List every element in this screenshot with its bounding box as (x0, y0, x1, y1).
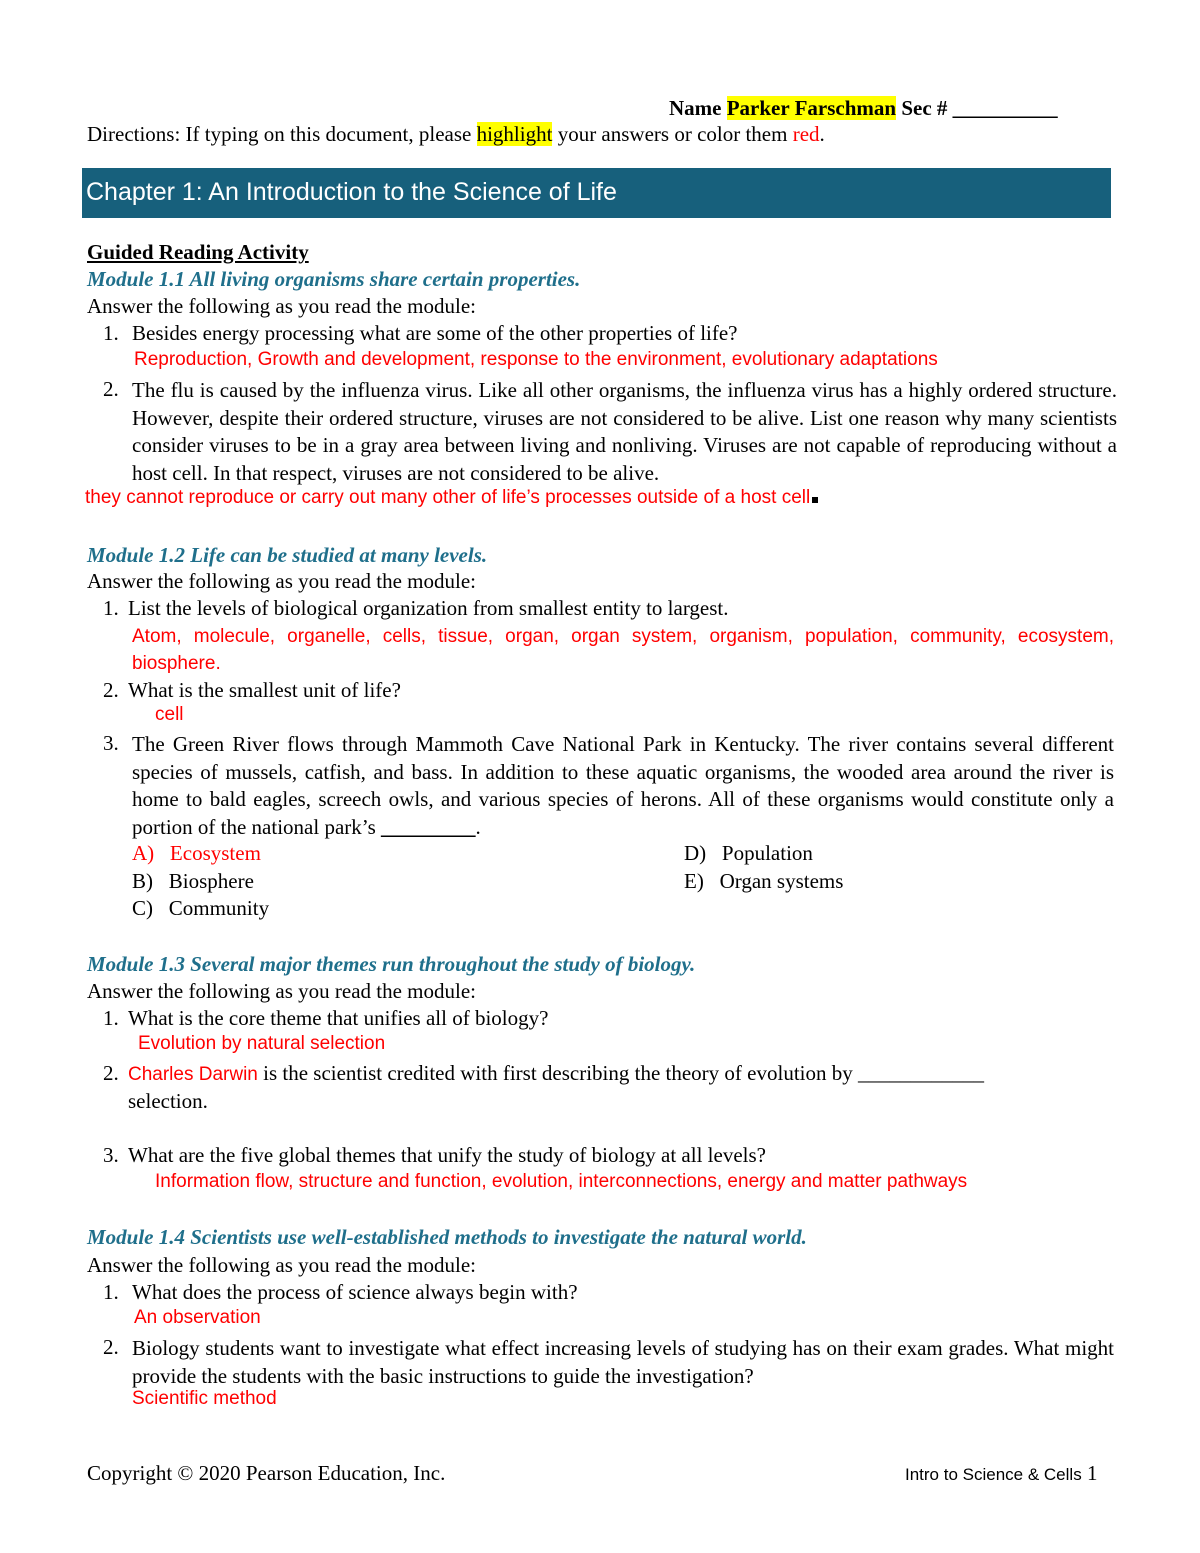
answer-prompt: Answer the following as you read the module: (87, 1253, 476, 1277)
directions-text: Directions: If typing on this document, please (87, 122, 477, 146)
directions-red-word: red (792, 122, 820, 146)
m2-q3 (132, 731, 1114, 841)
m3-q3: What are the five global themes that unify the study of biology at all levels? (128, 1143, 766, 1167)
footer-right (905, 1461, 1097, 1486)
m3-q2 (128, 1061, 984, 1086)
m1-q1-number: 1. (103, 321, 119, 345)
section-label: Sec # __________ (901, 96, 1058, 120)
m1-a1: Reproduction, Growth and development, response to the environment, evolutionary adaptations (134, 349, 938, 370)
directions-highlight-word: highlight (476, 122, 553, 146)
m4-q1: What does the process of science always begin with? (132, 1280, 578, 1304)
module-1-2-title: Module 1.2 Life can be studied at many levels. (87, 543, 488, 567)
name-label: Name (669, 96, 722, 120)
answer-prompt: Answer the following as you read the module: (87, 569, 476, 593)
choice-b: B) Biosphere (132, 869, 254, 893)
m1-a2-text: they cannot reproduce or carry out many other of life’s processes outside of a host cell (85, 487, 811, 508)
module-1-1-title: Module 1.1 All living organisms share certain properties. (87, 267, 581, 291)
chapter-title: Chapter 1: An Introduction to the Science of Life (86, 178, 617, 206)
name-line (669, 96, 1058, 121)
module-1-4-title: Module 1.4 Scientists use well-established methods to investigate the natural world. (87, 1225, 807, 1249)
answer-prompt: Answer the following as you read the module: (87, 979, 476, 1003)
answer-prompt: Answer the following as you read the module: (87, 294, 476, 318)
m2-q3-text: The Green River flows through Mammoth Cave National Park in Kentucky. The river contains several different species of mussels, catfish, and bass. In addition to these aquatic organisms, the wooded area around the river is home to bald eagles, screech owls, and various species of herons. All of these organisms would constitute only a portion of the national park’s (132, 732, 1114, 839)
m3-q3-number: 3. (103, 1143, 119, 1167)
m2-q3-blank: _________ (381, 814, 476, 839)
m2-a1: Atom, molecule, organelle, cells, tissue, organ, organ system, organism, population, community, ecosystem, biosphere. (132, 626, 1114, 674)
m1-q2-number: 2. (103, 377, 119, 401)
chapter-title-banner (82, 168, 1111, 218)
m2-q1-number: 1. (103, 596, 119, 620)
m3-q2-darwin: Charles Darwin (128, 1064, 258, 1085)
choice-a: A) Ecosystem (132, 841, 261, 865)
m4-q1-number: 1. (103, 1280, 119, 1304)
m4-q2: Biology students want to investigate what effect increasing levels of studying has on their exam grades. What might provide the students with the basic instructions to guide the investigation? (132, 1336, 1114, 1388)
choice-e: E) Organ systems (684, 869, 844, 893)
m3-q2-line2: selection. (128, 1089, 208, 1113)
m1-q1: Besides energy processing what are some of the other properties of life? (132, 321, 738, 345)
m4-q2-number: 2. (103, 1335, 119, 1359)
student-name: Parker Farschman (726, 96, 897, 120)
directions-text-2: your answers or color them (552, 122, 793, 146)
m3-q1: What is the core theme that unifies all of biology? (128, 1006, 549, 1030)
page-number: 1 (1086, 1461, 1098, 1485)
guided-reading-title: Guided Reading Activity (87, 240, 309, 264)
m4-a1: An observation (134, 1307, 261, 1328)
m1-q2: The flu is caused by the influenza virus. Like all other organisms, the influenza virus has a highly ordered structure. However, despite their ordered structure, viruses are not considered to be alive. List one reason why many scientists consider viruses to be in a gray area between living and nonliving. Viruses are not capable of reproducing without a host cell. In that respect, viruses are not considered to be alive. (132, 378, 1117, 485)
footer-copyright: Copyright © 2020 Pearson Education, Inc. (87, 1461, 446, 1485)
m3-q1-number: 1. (103, 1006, 119, 1030)
m2-q3-number: 3. (103, 731, 119, 755)
m3-q2-number: 2. (103, 1061, 119, 1085)
m2-q2-number: 2. (103, 678, 119, 702)
m2-q1: List the levels of biological organization from smallest entity to largest. (128, 596, 729, 620)
m4-a2: Scientific method (132, 1388, 277, 1409)
text-cursor-icon (812, 497, 818, 503)
m3-q2-text: is the scientist credited with first describing the theory of evolution by ____________ (257, 1061, 984, 1085)
directions (87, 122, 825, 147)
m2-a2: cell (155, 704, 184, 725)
choice-d: D) Population (684, 841, 813, 865)
module-1-3-title: Module 1.3 Several major themes run throughout the study of biology. (87, 952, 696, 976)
m2-q3-end: . (475, 814, 481, 839)
m1-a2 (85, 487, 818, 509)
footer-section-label: Intro to Science & Cells (905, 1465, 1082, 1484)
choice-c: C) Community (132, 896, 270, 920)
m3-a3: Information flow, structure and function, evolution, interconnections, energy and matter pathways (155, 1171, 968, 1192)
directions-end: . (819, 122, 825, 146)
m3-a1: Evolution by natural selection (138, 1033, 386, 1054)
m2-q2: What is the smallest unit of life? (128, 678, 401, 702)
